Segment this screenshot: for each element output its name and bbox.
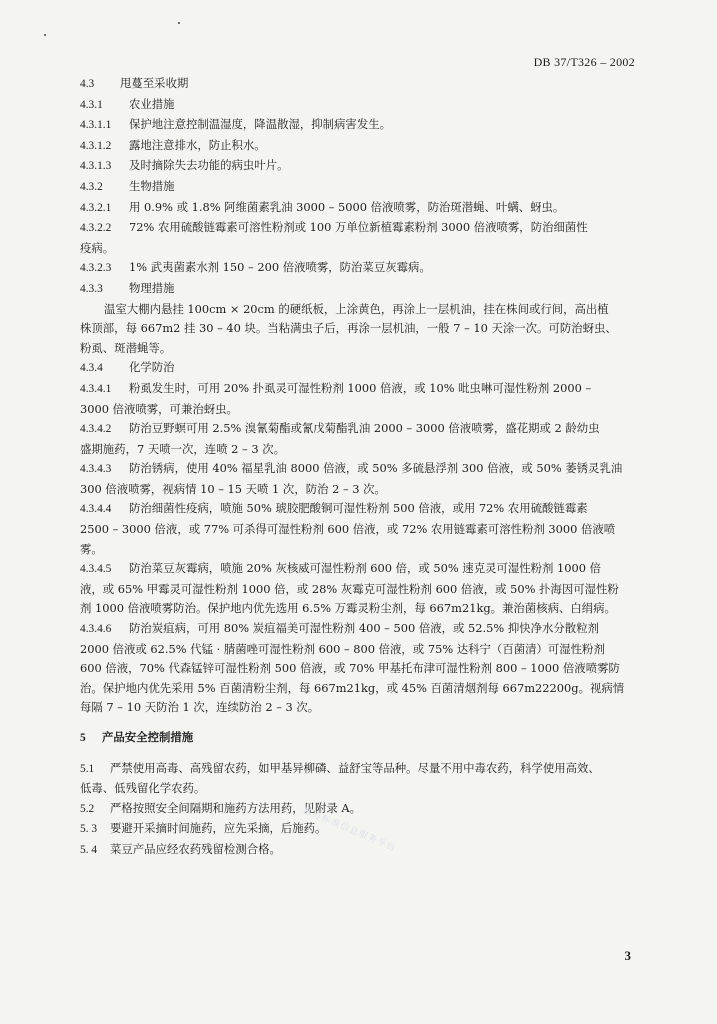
clause-number: 4.3.2.1 — [80, 201, 112, 214]
paragraph-line: 粉虱、斑潜蝇等。 — [80, 340, 172, 355]
section-4-3-1 — [80, 95, 638, 116]
clause-number: 4.3.2.2 — [80, 222, 112, 235]
clause-number: 4.3.2.3 — [80, 262, 112, 275]
clause-4-3-4-6 — [80, 619, 638, 640]
clause-number: 4.3.4.1 — [80, 382, 112, 395]
section-4-3-3 — [80, 279, 638, 300]
section-number: 4.3.1 — [80, 98, 103, 111]
clause-text: 要避开采摘时间施药，应先采摘，后施药。 — [110, 821, 327, 836]
watermark: 地方标准信息服务平台 — [301, 805, 398, 855]
clause-text: 露地注意排水，防止积水。 — [129, 137, 266, 152]
standard-number-header: DB 37/T326 – 2002 — [533, 55, 635, 69]
clause-continuation: 2000 倍液或 62.5% 代锰 · 腈菌唑可湿性粉剂 600 – 800 倍液，或 75% 达科宁（百菌清）可湿性粉剂 — [80, 641, 605, 656]
clause-number: 5. 4 — [80, 843, 98, 856]
clause-text: 菜豆产品应经农药残留检测合格。 — [110, 841, 281, 856]
section-title: 物理措施 — [129, 280, 175, 295]
clause-continuation: 液，或 65% 甲霉灵可湿性粉剂 1000 倍，或 28% 灰霉克可湿性粉剂 600 倍液，或 50% 扑海因可湿性粉 — [80, 581, 619, 596]
clause-number: 5.1 — [80, 762, 95, 775]
clause-continuation: 盛期施药，7 天喷一次，连喷 2 – 3 次。 — [80, 441, 286, 456]
document-body — [80, 74, 638, 861]
clause-continuation: 3000 倍液喷雾，可兼治蚜虫。 — [80, 401, 238, 416]
paragraph-line: 温室大棚内悬挂 100cm × 20cm 的硬纸板，上涂黄色，再涂上一层机油，挂在株间或行间，高出植 — [104, 301, 609, 316]
paragraph-line: 株顶部，每 667m2 挂 30 – 40 块。当粘满虫子后，再涂一层机油，一般 7 – 10 天涂一次。可防治蚜虫、 — [80, 321, 617, 336]
clause-continuation: 剂 1000 倍液喷雾防治。保护地内优先选用 6.5% 万霉灵粉尘剂，每 667m21kg。兼治菌核病、白绢病。 — [80, 601, 616, 616]
section-spacer — [80, 749, 638, 759]
clause-text: 严禁使用高毒、高残留农药，如甲基异柳磷、益舒宝等品种。尽量不用中毒农药，科学使用高效、 — [110, 760, 600, 775]
section-title: 产品安全控制措施 — [102, 730, 194, 744]
clause-number: 4.3.4.5 — [80, 563, 112, 576]
clause-continuation: 每隔 7 – 10 天防治 1 次，连续防治 2 – 3 次。 — [80, 700, 320, 715]
clause-4-3-2-1 — [80, 198, 638, 219]
clause-number: 4.3.1.3 — [80, 160, 112, 173]
clause-number: 4.3.1.1 — [80, 119, 112, 132]
clause-continuation: 2500 – 3000 倍液，或 77% 可杀得可湿性粉剂 600 倍液，或 72% 农用链霉素可溶性粉剂 3000 倍液喷 — [80, 522, 616, 537]
section-number: 5 — [80, 732, 86, 744]
clause-5-1 — [80, 759, 638, 780]
clause-text: 防治细菌性疫病，喷施 50% 琥胶肥酸铜可湿性粉剂 500 倍液，或用 72% 农用硫酸链霉素 — [129, 501, 588, 516]
page-number: 3 — [624, 948, 631, 963]
section-5 — [80, 728, 638, 749]
clause-number: 4.3.4.6 — [80, 623, 112, 636]
clause-continuation: 低毒、低残留化学农药。 — [80, 781, 206, 796]
section-number: 4.3.3 — [80, 282, 103, 295]
clause-text: 保护地注意控制温湿度，降温散湿，抑制病害发生。 — [129, 117, 391, 132]
section-number: 4.3.4 — [80, 362, 103, 375]
section-4-3-4 — [80, 358, 638, 379]
clause-continuation: 治。保护地内优先采用 5% 百菌清粉尘剂，每 667m21kg，或 45% 百菌清烟剂每 667m22200g。视病情 — [80, 680, 625, 695]
section-4-3 — [80, 74, 638, 95]
section-spacer — [80, 718, 638, 728]
clause-text: 72% 农用硫酸链霉素可溶性粉剂或 100 万单位新植霉素粉剂 3000 倍液喷雾，防治细菌性 — [129, 220, 588, 235]
clause-4-3-1-1 — [80, 115, 638, 136]
clause-number: 5.2 — [80, 802, 95, 815]
clause-number: 4.3.1.2 — [80, 139, 112, 152]
section-title: 化学防治 — [129, 360, 175, 375]
section-title: 生物措施 — [129, 178, 175, 193]
clause-text: 防治锈病，使用 40% 福星乳油 8000 倍液，或 50% 多硫悬浮剂 300 倍液，或 50% 萎锈灵乳油 — [129, 461, 623, 476]
clause-4-3-1-2 — [80, 136, 638, 157]
section-number: 4.3 — [80, 78, 95, 90]
clause-text: 粉虱发生时，可用 20% 扑虱灵可湿性粉剂 1000 倍液，或 10% 吡虫啉可湿性粉剂 2000 – — [129, 380, 592, 395]
clause-4-3-4-2 — [80, 419, 638, 440]
section-title: 甩蔓至采收期 — [120, 76, 189, 90]
clause-4-3-2-2 — [80, 218, 638, 239]
clause-4-3-4-5 — [80, 559, 638, 580]
clause-text: 1% 武夷菌素水剂 150 – 200 倍液喷雾，防治菜豆灰霉病。 — [129, 260, 431, 275]
clause-text: 防治菜豆灰霉病，喷施 20% 灰核威可湿性粉剂 600 倍，或 50% 速克灵可湿性粉剂 1000 倍 — [129, 561, 602, 576]
clause-text: 用 0.9% 或 1.8% 阿维菌素乳油 3000 – 5000 倍液喷雾，防治斑潜蝇、叶螨、蚜虫。 — [129, 199, 565, 214]
clause-number: 4.3.4.2 — [80, 423, 112, 436]
clause-text: 严格按照安全间隔期和施药方法用药，见附录 A。 — [110, 800, 362, 815]
clause-continuation: 疫病。 — [80, 240, 115, 255]
clause-continuation: 雾。 — [80, 541, 103, 556]
clause-4-3-4-3 — [80, 459, 638, 480]
clause-text: 防治豆野螟可用 2.5% 溴氰菊酯或氰戊菊酯乳油 2000 – 3000 倍液喷雾，盛花期或 2 龄幼虫 — [129, 421, 600, 436]
clause-continuation: 300 倍液喷雾，视病情 10 – 15 天喷 1 次，防治 2 – 3 次。 — [80, 481, 386, 496]
clause-text: 防治炭疽病，可用 80% 炭疽福美可湿性粉剂 400 – 500 倍液，或 52.5% 抑快净水分散粒剂 — [129, 621, 599, 636]
section-4-3-2 — [80, 177, 638, 198]
clause-4-3-4-4 — [80, 499, 638, 520]
scan-speck — [178, 22, 180, 24]
clause-number: 5. 3 — [80, 823, 98, 836]
clause-continuation: 600 倍液，70% 代森锰锌可湿性粉剂 500 倍液，或 70% 甲基托布津可湿性粉剂 800 – 1000 倍液喷雾防 — [80, 661, 620, 676]
scan-speck — [44, 34, 46, 36]
clause-number: 4.3.4.3 — [80, 463, 112, 476]
clause-number: 4.3.4.4 — [80, 503, 112, 516]
section-number: 4.3.2 — [80, 180, 103, 193]
section-title: 农业措施 — [129, 96, 175, 111]
clause-text: 及时摘除失去功能的病虫叶片。 — [129, 158, 289, 173]
clause-5-2 — [80, 799, 638, 820]
clause-4-3-2-3 — [80, 258, 638, 279]
clause-4-3-1-3 — [80, 156, 638, 177]
clause-5-4 — [80, 840, 638, 861]
clause-4-3-4-1 — [80, 379, 638, 400]
